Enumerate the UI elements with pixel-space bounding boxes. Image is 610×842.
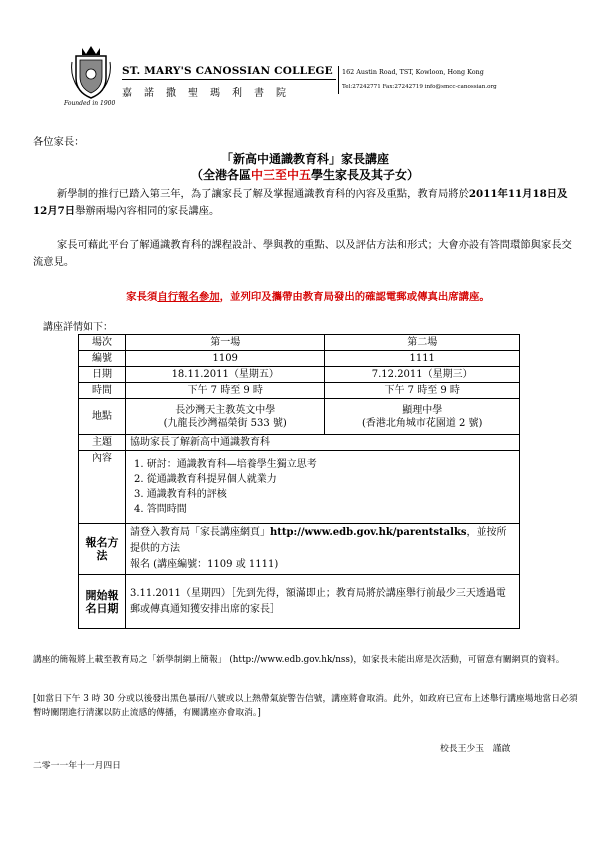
session-2-header: 第二場 xyxy=(325,335,520,351)
parent-talks-link[interactable]: http://www.edb.gov.hk/parentstalks xyxy=(270,527,467,538)
school-contact: Tel:27242771 Fax:27242719 info@smcc-canossian.org xyxy=(342,84,497,90)
table-row xyxy=(79,399,520,435)
row-label-theme: 主題 xyxy=(79,435,126,451)
session-2-venue: 顯理中學 (香港北角城市花園道 2 號) xyxy=(325,399,520,435)
list-item: 4. 答問時間 xyxy=(134,504,187,515)
talk-content xyxy=(126,451,520,524)
registration-notice: 家長須自行報名參加，並列印及攜帶由教育局發出的確認電郵或傳真出席講座。 xyxy=(126,291,490,303)
table-row xyxy=(79,367,520,383)
school-address: 162 Austin Road, TST, Kowloon, Hong Kong xyxy=(342,68,484,76)
header-vertical-divider xyxy=(338,66,339,94)
session-1-venue: 長沙灣天主教英文中學 (九龍長沙灣福榮街 533 號) xyxy=(126,399,325,435)
row-label-venue: 地點 xyxy=(79,399,126,435)
list-item: 2. 從通識教育科提昇個人就業力 xyxy=(134,474,277,485)
list-item: 3. 通識教育科的評核 xyxy=(134,489,227,500)
session-1-time: 下午 7 時至 9 時 xyxy=(126,383,325,399)
header-divider xyxy=(122,79,336,80)
row-label-time: 時間 xyxy=(79,383,126,399)
founded-year: Founded in 1900 xyxy=(64,100,116,107)
letter-date: 二零一一年十一月四日 xyxy=(33,761,121,771)
school-name-en: ST. MARY'S CANOSSIAN COLLEGE xyxy=(122,65,333,77)
table-row xyxy=(79,435,520,451)
registration-start-info: 3.11.2011（星期四）［先到先得，額滿即止；教育局將於講座舉行前最少三天透過電郵或傳真通知獲安排出席的家長］ xyxy=(126,575,520,629)
details-label: 講座詳情如下： xyxy=(43,322,113,333)
session-1-code: 1109 xyxy=(126,351,325,367)
table-row xyxy=(79,524,520,575)
table-row xyxy=(79,451,520,524)
list-item: 1. 研討：通識教育科—培養學生獨立思考 xyxy=(134,459,317,470)
paragraph-intro: 新學制的推行已踏入第三年，為了讓家長了解及掌握通識教育科的內容及重點，教育局將於2011年11月18日及12月7日舉辦兩場內容相同的家長講座。 xyxy=(33,188,568,217)
letter-subtitle: （全港各區中三至中五學生家長及其子女） xyxy=(190,168,420,182)
session-2-code: 1111 xyxy=(325,351,520,367)
presentation-note: 講座的簡報將上載至教育局之「新學制網上簡報」 (http://www.edb.gov.hk/nss)，如家長未能出席是次活動，可留意有關網頁的資料。 xyxy=(33,655,565,665)
letter-title: 「新高中通識教育科」家長講座 xyxy=(220,152,389,166)
session-2-time: 下午 7 時至 9 時 xyxy=(325,383,520,399)
row-label-registration-start: 開始報名日期 xyxy=(79,575,126,629)
row-label-code: 編號 xyxy=(79,351,126,367)
talk-schedule-table xyxy=(78,334,520,629)
row-label-session: 場次 xyxy=(79,335,126,351)
school-name-zh: 嘉諾撒聖瑪利書院 xyxy=(122,88,298,99)
row-label-content: 內容 xyxy=(79,451,126,524)
session-1-date: 18.11.2011（星期五） xyxy=(126,367,325,383)
row-label-date: 日期 xyxy=(79,367,126,383)
registration-method: 請登入教育局「家長講座網頁」http://www.edb.gov.hk/parentstalks，並按所提供的方法 報名 (講座編號：1109 或 1111) xyxy=(126,524,520,575)
greeting: 各位家長： xyxy=(33,136,85,148)
talk-theme: 協助家長了解新高中通識教育科 xyxy=(126,435,520,451)
paragraph-purpose: 家長可藉此平台了解通識教育科的課程設計、學與教的重點、以及評估方法和形式；大會亦設有答問環節與家長交流意見。 xyxy=(33,239,572,268)
school-crest-logo xyxy=(70,42,112,100)
table-row xyxy=(79,335,520,351)
table-row xyxy=(79,351,520,367)
session-2-date: 7.12.2011（星期三） xyxy=(325,367,520,383)
session-1-header: 第一場 xyxy=(126,335,325,351)
talk-dates: 2011年11月18日及12月7日 xyxy=(33,188,568,217)
row-label-registration: 報名方法 xyxy=(79,524,126,575)
target-forms: 中三至中五 xyxy=(250,168,311,182)
weather-cancellation-note: [如當日下午 3 時 30 分或以後發出黑色暴雨/八號或以上熱帶氣旋警告信號，講座將會取消。此外，如政府已宣布上述舉行講座場地當日必須暫時關閉進行清潔以防止流感的傳播，有關講座亦會取消。] xyxy=(33,694,578,718)
table-row xyxy=(79,383,520,399)
principal-signature: 校長王少玉 謹啟 xyxy=(440,744,511,754)
table-row xyxy=(79,575,520,629)
